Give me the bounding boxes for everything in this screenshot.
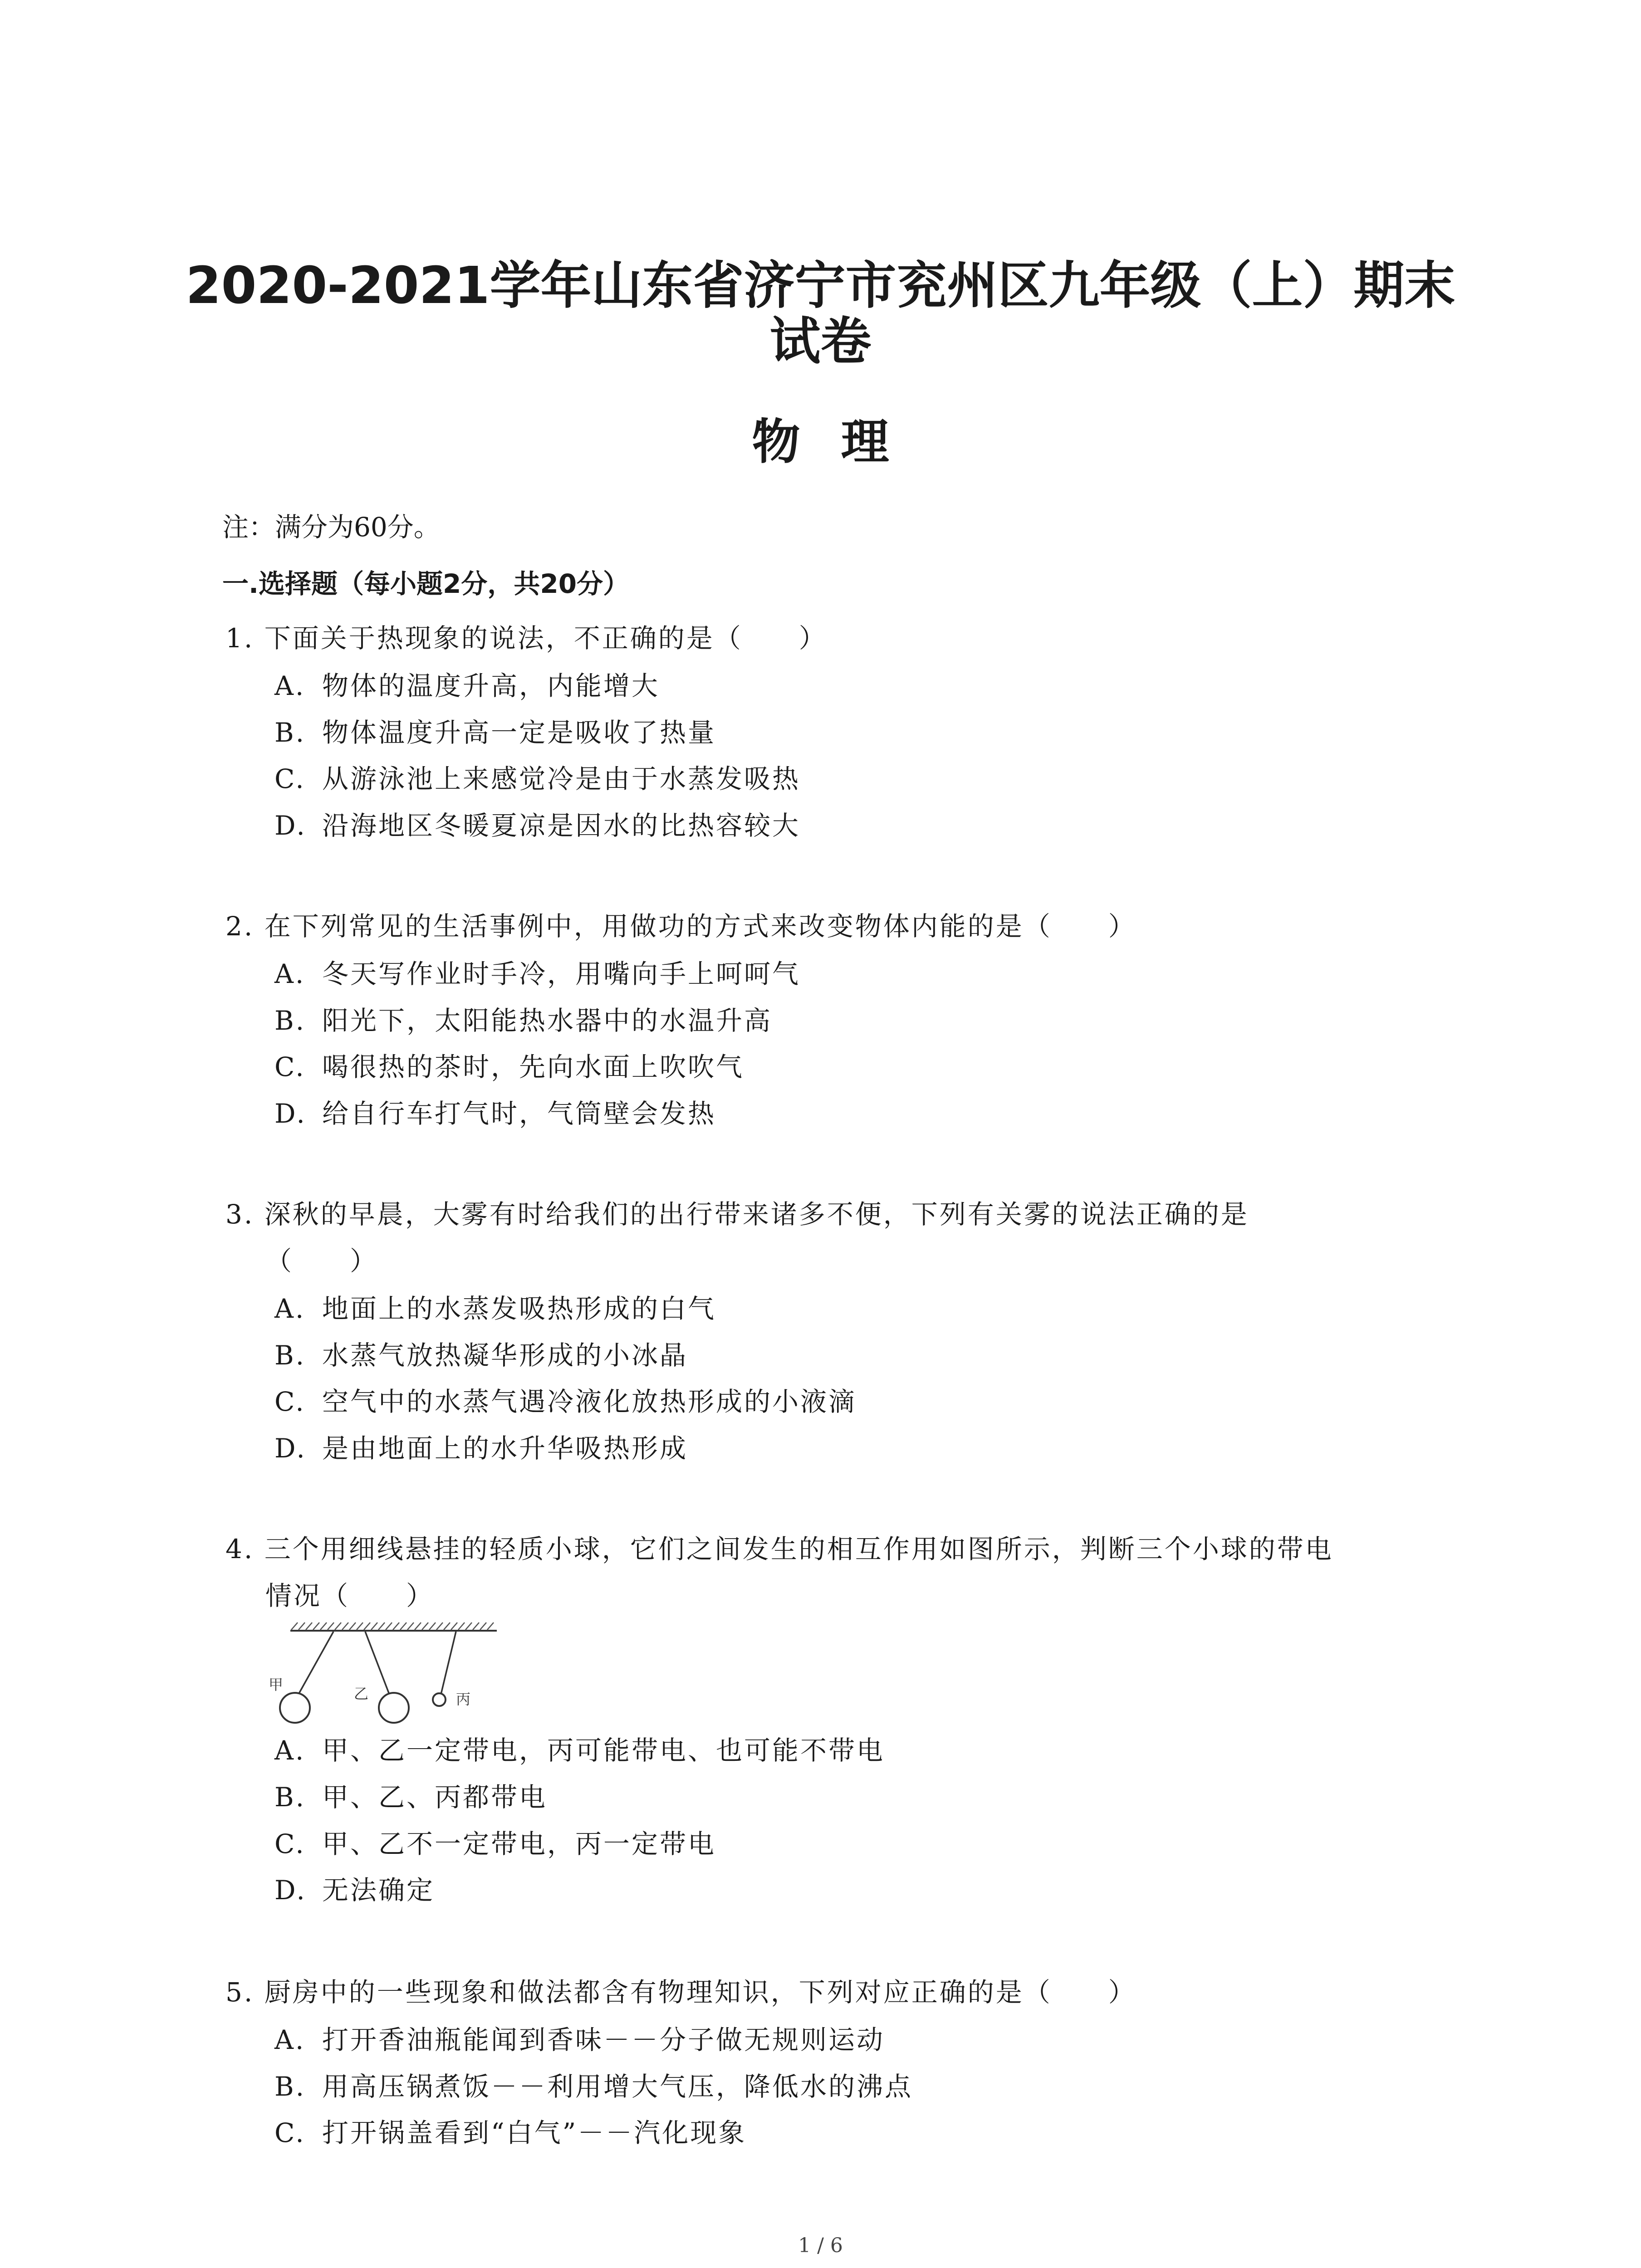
label-jia: 甲 bbox=[269, 1676, 284, 1693]
option-text: 冬天写作业时手冷，用嘴向手上呵呵气 bbox=[322, 958, 801, 989]
question-3-option-b bbox=[274, 1334, 688, 1372]
question-1-option-a bbox=[274, 665, 660, 703]
document-title-line2: 试卷 bbox=[769, 312, 872, 371]
option-text: 阳光下，太阳能热水器中的水温升高 bbox=[322, 1005, 773, 1036]
option-letter: C. bbox=[274, 1386, 306, 1417]
option-letter: D. bbox=[274, 1098, 307, 1129]
option-text: 沿海地区冬暖夏凉是因水的比热容较大 bbox=[322, 810, 801, 841]
option-letter: D. bbox=[274, 810, 307, 841]
question-4-option-c bbox=[274, 1823, 716, 1861]
option-text: 甲、乙不一定带电，丙一定带电 bbox=[322, 1828, 716, 1859]
option-letter: A. bbox=[274, 2024, 306, 2055]
option-letter: A. bbox=[274, 670, 306, 701]
question-3-option-c bbox=[274, 1380, 857, 1418]
score-note: 注：满分为60分。 bbox=[222, 512, 440, 543]
question-5-option-a bbox=[274, 2019, 885, 2057]
question-4-stem-cont: 情况（ ） bbox=[265, 1580, 435, 1611]
section-heading: 一.选择题（每小题2分，共20分） bbox=[222, 568, 630, 599]
option-text: 是由地面上的水升华吸热形成 bbox=[322, 1433, 688, 1464]
option-text: 空气中的水蒸气遇冷液化放热形成的小液滴 bbox=[322, 1386, 857, 1417]
question-1-option-b bbox=[274, 711, 716, 749]
question-5-stem: 5. 厨房中的一些现象和做法都含有物理知识，下列对应正确的是（ ） bbox=[225, 1977, 1136, 2008]
question-2-option-c bbox=[274, 1046, 744, 1084]
option-letter: B. bbox=[274, 2071, 306, 2102]
pendulum-balls-figure bbox=[268, 1622, 504, 1730]
option-text: 地面上的水蒸发吸热形成的白气 bbox=[322, 1293, 716, 1324]
question-5-option-c bbox=[274, 2112, 746, 2150]
option-letter: B. bbox=[274, 1340, 306, 1371]
question-3-option-a bbox=[274, 1287, 716, 1325]
page-number: 1 / 6 bbox=[798, 2234, 843, 2257]
option-text: 打开锅盖看到“白气”－－汽化现象 bbox=[322, 2117, 747, 2148]
question-1-option-d bbox=[274, 804, 800, 842]
document-title-line1: 2020-2021学年山东省济宁市兖州区九年级（上）期末 bbox=[186, 256, 1455, 315]
question-2-option-b bbox=[274, 999, 772, 1037]
question-4-option-d bbox=[274, 1869, 435, 1907]
question-1-option-c bbox=[274, 758, 800, 796]
label-yi: 乙 bbox=[354, 1685, 369, 1702]
question-5-option-b bbox=[274, 2065, 913, 2103]
option-text: 物体温度升高一定是吸收了热量 bbox=[322, 717, 716, 748]
ceiling-support bbox=[290, 1623, 497, 1631]
option-letter: D. bbox=[274, 1433, 307, 1464]
subject-heading: 物理 bbox=[752, 414, 930, 470]
option-text: 给自行车打气时，气筒壁会发热 bbox=[322, 1098, 716, 1129]
option-text: 甲、乙一定带电，丙可能带电、也可能不带电 bbox=[322, 1735, 885, 1766]
ball-bing bbox=[433, 1632, 456, 1706]
option-letter: B. bbox=[274, 1782, 306, 1813]
option-letter: C. bbox=[274, 1051, 306, 1082]
question-3-stem: 3. 深秋的早晨，大雾有时给我们的出行带来诸多不便，下列有关雾的说法正确的是 bbox=[225, 1199, 1249, 1230]
option-letter: B. bbox=[274, 1005, 306, 1036]
ball-yi bbox=[365, 1632, 409, 1723]
question-2-option-a bbox=[274, 953, 800, 991]
question-4-option-a bbox=[274, 1729, 885, 1767]
option-letter: C. bbox=[274, 2117, 306, 2148]
question-2-option-d bbox=[274, 1092, 716, 1130]
question-3-option-d bbox=[274, 1427, 688, 1465]
option-letter: A. bbox=[274, 1735, 306, 1766]
option-text: 用高压锅煮饭－－利用增大气压，降低水的沸点 bbox=[322, 2071, 913, 2102]
option-text: 打开香油瓶能闻到香味－－分子做无规则运动 bbox=[322, 2024, 885, 2055]
ball-jia bbox=[280, 1632, 333, 1723]
option-text: 无法确定 bbox=[322, 1875, 435, 1906]
option-letter: C. bbox=[274, 1828, 306, 1859]
option-text: 喝很热的茶时，先向水面上吹吹气 bbox=[322, 1051, 745, 1082]
option-letter: A. bbox=[274, 958, 306, 989]
question-4-stem: 4. 三个用细线悬挂的轻质小球，它们之间发生的相互作用如图所示，判断三个小球的带电 bbox=[225, 1534, 1333, 1564]
question-2-stem: 2. 在下列常见的生活事例中，用做功的方式来改变物体内能的是（ ） bbox=[225, 911, 1136, 942]
option-letter: A. bbox=[274, 1293, 306, 1324]
label-bing: 丙 bbox=[456, 1691, 471, 1708]
question-3-stem-cont: （ ） bbox=[265, 1246, 378, 1276]
option-text: 水蒸气放热凝华形成的小冰晶 bbox=[322, 1340, 688, 1371]
option-text: 物体的温度升高，内能增大 bbox=[322, 670, 660, 701]
option-letter: B. bbox=[274, 717, 306, 748]
question-4-option-b bbox=[274, 1776, 547, 1814]
option-letter: C. bbox=[274, 763, 306, 794]
option-text: 甲、乙、丙都带电 bbox=[322, 1782, 548, 1813]
option-text: 从游泳池上来感觉冷是由于水蒸发吸热 bbox=[322, 763, 801, 794]
option-letter: D. bbox=[274, 1875, 307, 1906]
question-1-stem: 1. 下面关于热现象的说法，不正确的是（ ） bbox=[225, 623, 827, 654]
